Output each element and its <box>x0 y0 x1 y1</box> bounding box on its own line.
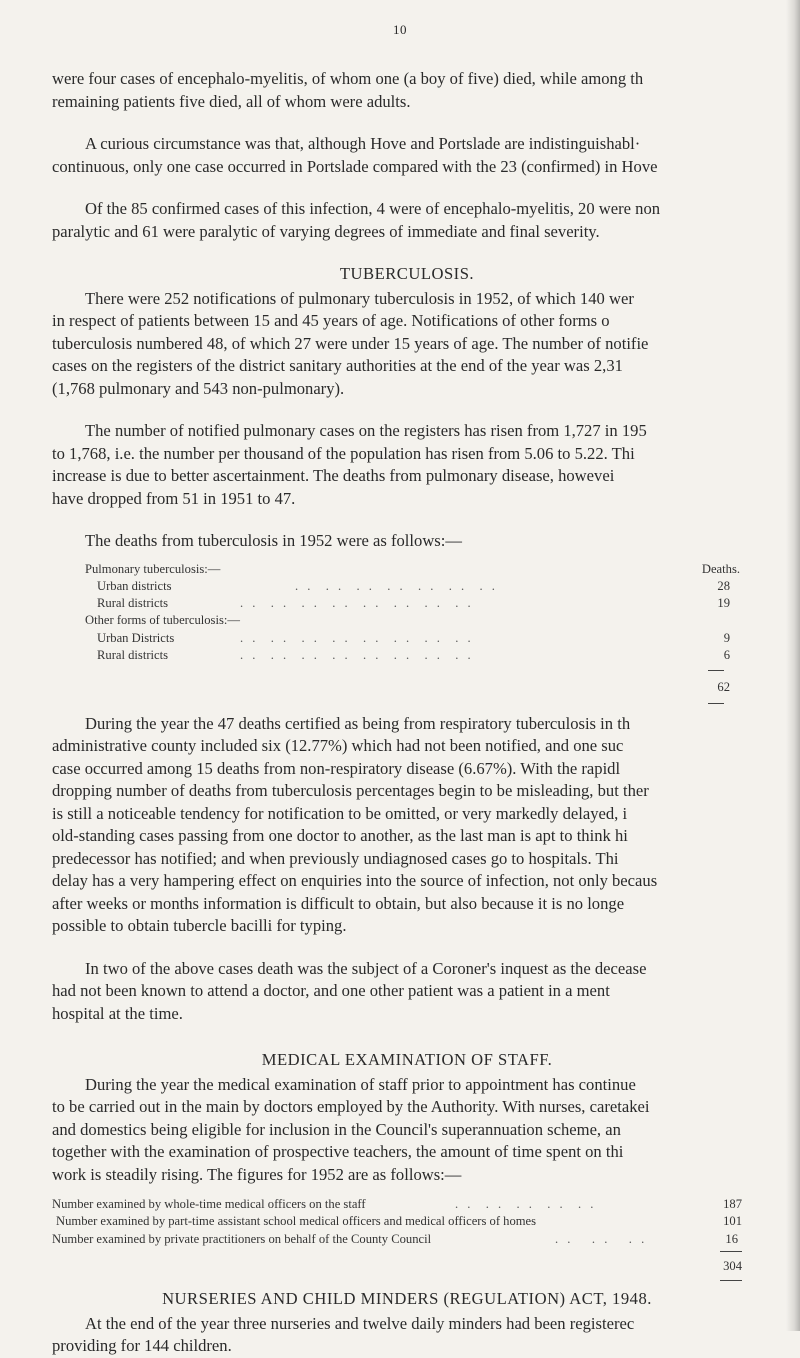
text-line: predecessor has notified; and when previously undiagnosed cases go to hospitals. Thi <box>52 848 619 868</box>
text-line: is still a noticeable tendency for notification to be omitted, or very markedly delayed, i <box>52 803 628 823</box>
text-line: remaining patients five died, all of whom were adults. <box>52 91 411 111</box>
row-value: 6 <box>723 647 730 662</box>
text-line: There were 252 notifications of pulmonary tuberculosis in 1952, of which 140 wer <box>85 288 634 308</box>
paragraph <box>52 530 800 553</box>
text-line: During the year the 47 deaths certified as being from respiratory tuberculosis in th <box>85 713 631 733</box>
row-value: 28 <box>717 578 730 593</box>
text-line: delay has a very hampering effect on enquiries into the source of infection, not only becaus <box>52 871 658 890</box>
text-line: and domestics being eligible for inclusion in the Council's superannuation scheme, an <box>52 1119 621 1139</box>
page-content <box>52 68 800 1358</box>
text-line: were four cases of encephalo-myelitis, of whom one (a boy of five) died, while among th <box>52 69 644 88</box>
row-label: Number examined by whole-time medical officers on the staff <box>52 1197 366 1211</box>
leader-dots: . . . . . . . . . . <box>455 1197 597 1211</box>
total-rule <box>720 1280 742 1281</box>
row-label: Number examined by part-time assistant school medical officers and medical officers of homes <box>56 1214 537 1229</box>
text-line: after weeks or months information is difficult to obtain, but also because it is no longe <box>52 893 625 913</box>
paragraph <box>52 1313 800 1358</box>
table-row <box>85 561 740 578</box>
table-row-total <box>52 1258 742 1275</box>
text-line: work is steadily rising. The figures for 1952 are as follows:— <box>52 1164 462 1184</box>
row-label: Urban districts <box>97 578 172 593</box>
leader-dots: . . . . . . . . . . . . . . . . <box>240 630 474 645</box>
deaths-table <box>85 561 740 694</box>
text-line: to be carried out in the main by doctors employed by the Authority. With nurses, caretakei <box>52 1097 650 1116</box>
group-label: Pulmonary tuberculosis:— <box>85 561 221 576</box>
total-rule <box>708 703 724 704</box>
total-value: 304 <box>723 1259 742 1273</box>
table-row-total <box>85 679 740 696</box>
row-value: 19 <box>717 596 730 611</box>
section-heading-tuberculosis: TUBERCULOSIS. <box>339 264 475 283</box>
text-line: had not been known to attend a doctor, and one other patient was a patient in a ment <box>52 981 610 1000</box>
page-number: 10 <box>393 22 407 37</box>
total-value: 62 <box>717 679 730 694</box>
paragraph <box>52 420 800 510</box>
text-line: A curious circumstance was that, although Hove and Portslade are indistinguishabl· <box>85 134 641 153</box>
paragraph <box>52 133 800 178</box>
text-line: to 1,768, i.e. the number per thousand of the population has risen from 5.06 to 5.22. Thi <box>52 443 635 463</box>
leader-dots: . . . . . . . . . . . . . . . . <box>240 647 474 662</box>
table-row <box>52 1213 742 1230</box>
text-line: increase is due to better ascertainment. The deaths from pulmonary disease, howevei <box>52 466 615 485</box>
text-line: dropping number of deaths from tuberculosis percentages begin to be misleading, but ther <box>52 781 649 800</box>
text-line: hospital at the time. <box>52 1003 183 1023</box>
section-heading-medical: MEDICAL EXAMINATION OF STAFF. <box>261 1050 553 1069</box>
table-row <box>85 578 740 595</box>
paragraph <box>52 68 800 113</box>
table-row <box>85 595 740 612</box>
text-line: have dropped from 51 in 1951 to 47. <box>52 488 296 508</box>
text-line: administrative county included six (12.77%) which had not been notified, and one suc <box>52 736 624 755</box>
text-line: in respect of patients between 15 and 45 years of age. Notifications of other forms o <box>52 311 610 330</box>
row-label: Number examined by private practitioners on behalf of the County Council <box>52 1231 432 1246</box>
table-row <box>52 1231 742 1248</box>
total-rule <box>720 1251 742 1252</box>
row-value: 101 <box>723 1214 742 1229</box>
table-row <box>85 612 740 629</box>
text-line: paralytic and 61 were paralytic of varying degrees of immediate and final severity. <box>52 221 600 241</box>
text-line: old-standing cases passing from one doctor to another, as the last man is apt to think hi <box>52 826 628 845</box>
row-value: 187 <box>723 1197 742 1211</box>
total-rule <box>708 670 724 671</box>
text-line: Of the 85 confirmed cases of this infection, 4 were of encephalo-myelitis, 20 were non <box>85 199 661 218</box>
paragraph <box>52 288 800 401</box>
text-line: The deaths from tuberculosis in 1952 were as follows:— <box>85 531 462 550</box>
staff-exam-table <box>52 1196 742 1284</box>
table-row <box>52 1196 742 1213</box>
text-line: providing for 144 children. <box>52 1336 232 1355</box>
table-row <box>85 630 740 647</box>
text-line: cases on the registers of the district sanitary authorities at the end of the year was 2,31 <box>52 356 623 375</box>
text-line: (1,768 pulmonary and 543 non-pulmonary). <box>52 378 345 398</box>
text-line: In two of the above cases death was the subject of a Coroner's inquest as the decease <box>85 958 647 978</box>
leader-dots: . . . . . . . . . . . . . . <box>295 578 498 593</box>
leader-dots: . . . . . . . . . . . . . . . . <box>240 596 474 611</box>
text-line: continuous, only one case occurred in Portslade compared with the 23 (confirmed) in Hove <box>52 156 658 176</box>
row-label: Urban Districts <box>97 630 175 645</box>
paragraph <box>52 198 800 243</box>
row-value: 16 <box>725 1231 738 1246</box>
leader-dots: . . . . . . <box>555 1231 648 1246</box>
text-line: tuberculosis numbered 48, of which 27 were under 15 years of age. The number of notifie <box>52 333 649 353</box>
table-row <box>85 647 740 664</box>
text-line: During the year the medical examination of staff prior to appointment has continue <box>85 1074 636 1094</box>
text-line: together with the examination of prospective teachers, the amount of time spent on thi <box>52 1142 624 1161</box>
row-label: Rural districts <box>97 596 169 611</box>
text-line: case occurred among 15 deaths from non-respiratory disease (6.67%). With the rapidl <box>52 758 621 778</box>
row-value: 9 <box>723 630 730 645</box>
text-line: At the end of the year three nurseries and twelve daily minders had been registerec <box>85 1313 635 1333</box>
group-label: Other forms of tuberculosis:— <box>85 613 240 628</box>
section-heading-nurseries: NURSERIES AND CHILD MINDERS (REGULATION) ACT, 1948. <box>162 1289 652 1308</box>
row-label: Rural districts <box>97 647 169 662</box>
paragraph <box>52 1074 800 1187</box>
text-line: The number of notified pulmonary cases on the registers has risen from 1,727 in 195 <box>85 421 647 440</box>
column-header: Deaths. <box>701 561 740 576</box>
paragraph <box>52 713 800 938</box>
text-line: possible to obtain tubercle bacilli for typing. <box>52 916 347 935</box>
paragraph <box>52 958 800 1026</box>
